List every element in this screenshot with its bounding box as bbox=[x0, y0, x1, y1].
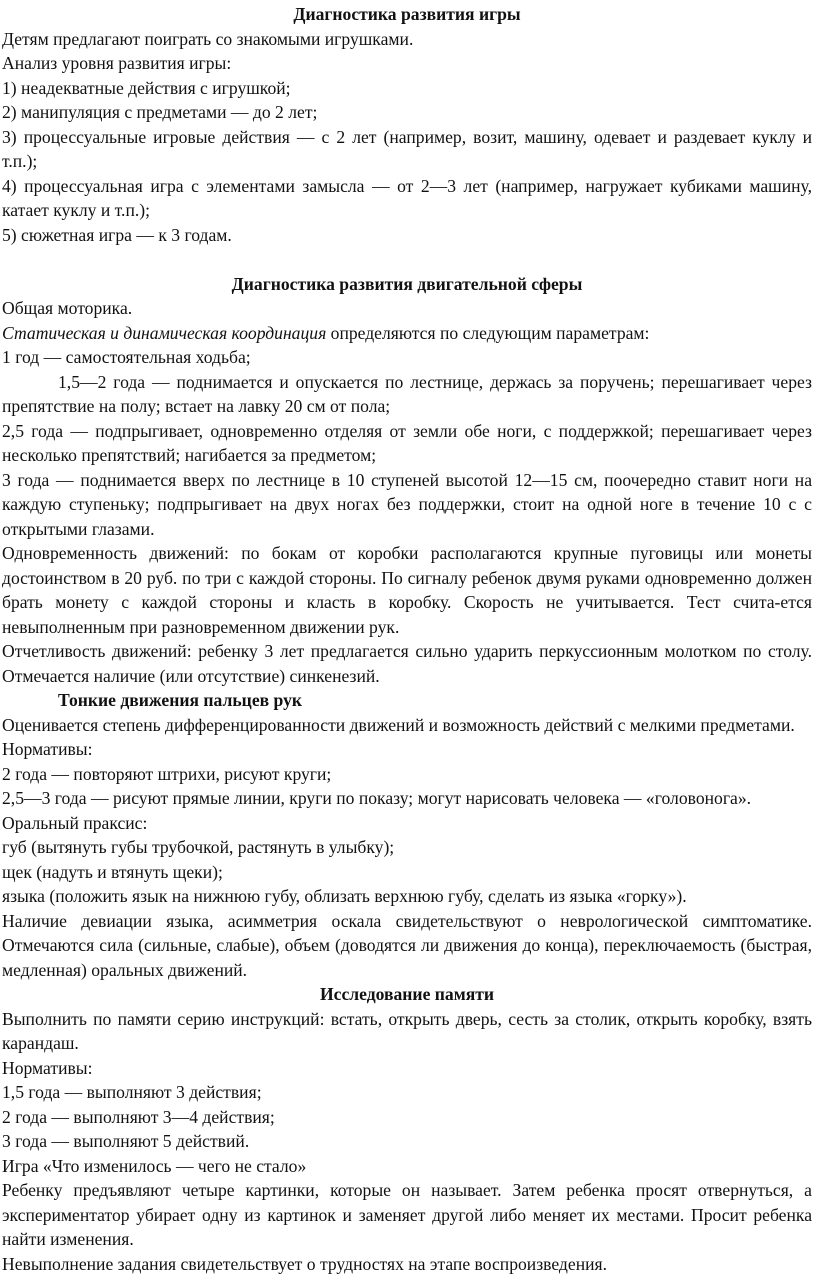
oral-praxis-tongue: языка (положить язык на нижнюю губу, облизать верхнюю губу, сделать из языка «горку»). bbox=[2, 884, 812, 909]
motor-age-1-5: 1,5—2 года — поднимается и опускается по лестнице, держась за поручень; перешагивает через препятствие на полу; встает на лавку 20 см от пола; bbox=[2, 370, 812, 419]
tongue-deviation-note: Наличие девиации языка, асимметрия оскала свидетельствуют о неврологической симптоматике. Отмечаются сила (сильные, слабые), объем (доводятся ли движения до конца), переключаемость (быстрая, медленная) оральных движений. bbox=[2, 909, 812, 983]
coordination-text: определяются по следующим параметрам: bbox=[326, 323, 649, 343]
blank-line bbox=[2, 247, 812, 272]
memory-norm-2: 2 года — выполняют 3—4 действия; bbox=[2, 1105, 812, 1130]
memory-norm-3: 3 года — выполняют 5 действий. bbox=[2, 1129, 812, 1154]
play-level-item: 1) неадекватные действия с игрушкой; bbox=[2, 76, 812, 101]
oral-praxis-lips: губ (вытянуть губы трубочкой, растянуть в улыбку); bbox=[2, 835, 812, 860]
section-title-memory: Исследование памяти bbox=[2, 982, 812, 1007]
fine-motor-norms-heading: Нормативы: bbox=[2, 737, 812, 762]
memory-game-description: Ребенку предъявляют четыре картинки, которые он называет. Затем ребенка просят отвернуться, а экспериментатор убирает одну из картинок и заменяет другой либо меняет их местами. Просит ребенка найти изменения. bbox=[2, 1178, 812, 1252]
section-title-fine-motor: Тонкие движения пальцев рук bbox=[2, 688, 812, 713]
fine-motor-norm-2: 2 года — повторяют штрихи, рисуют круги; bbox=[2, 762, 812, 787]
memory-task: Выполнить по памяти серию инструкций: встать, открыть дверь, сесть за столик, открыть коробку, взять карандаш. bbox=[2, 1007, 812, 1056]
motor-age-2-5: 2,5 года — подпрыгивает, одновременно отделяя от земли обе ноги, с поддержкой; перешагивает через несколько препятствий; нагибается за предметом; bbox=[2, 419, 812, 468]
play-level-item: 2) манипуляция с предметами — до 2 лет; bbox=[2, 100, 812, 125]
oral-praxis-heading: Оральный праксис: bbox=[2, 811, 812, 836]
distinctness-test: Отчетливость движений: ребенку 3 лет предлагается сильно ударить перкуссионным молотком по столу. Отмечается наличие (или отсутствие) синкенезий. bbox=[2, 639, 812, 688]
play-level-item: 3) процессуальные игровые действия — с 2 лет (например, возит, машину, одевает и раздевает куклу и т.п.); bbox=[2, 125, 812, 174]
motor-age-3: 3 года — поднимается вверх по лестнице в 10 ступеней высотой 12—15 см, поочередно ставит ноги на каждую ступеньку; подпрыгивает на двух ногах без поддержки, стоит на одной ноге в течение 10 с с открытыми глазами. bbox=[2, 468, 812, 542]
memory-norms-heading: Нормативы: bbox=[2, 1056, 812, 1081]
coordination-line bbox=[2, 321, 812, 346]
play-intro: Детям предлагают поиграть со знакомыми игрушками. bbox=[2, 27, 812, 52]
motor-age-1: 1 год — самостоятельная ходьба; bbox=[2, 345, 812, 370]
simultaneity-test: Одновременность движений: по бокам от коробки располагаются крупные пуговицы или монеты достоинством в 20 руб. по три с каждой стороны. По сигналу ребенок двумя руками одновременно должен брать монету с каждой стороны и класть в коробку. Скорость не учитывается. Тест счита-ется невыполненным при разновременном движении рук. bbox=[2, 541, 812, 639]
general-motor-label: Общая моторика. bbox=[2, 296, 812, 321]
memory-failure-note: Невыполнение задания свидетельствует о трудностях на этапе воспроизведения. bbox=[2, 1252, 812, 1276]
play-level-item: 4) процессуальная игра с элементами замысла — от 2—3 лет (например, нагружает кубиками машину, катает куклу и т.п.); bbox=[2, 174, 812, 223]
section-title-play: Диагностика развития игры bbox=[2, 2, 812, 27]
play-level-item: 5) сюжетная игра — к 3 годам. bbox=[2, 223, 812, 248]
oral-praxis-cheeks: щек (надуть и втянуть щеки); bbox=[2, 860, 812, 885]
fine-motor-assessment: Оценивается степень дифференцированности движений и возможность действий с мелкими предметами. bbox=[2, 713, 812, 738]
memory-game-title: Игра «Что изменилось — чего не стало» bbox=[2, 1154, 812, 1179]
play-analysis-heading: Анализ уровня развития игры: bbox=[2, 51, 812, 76]
memory-norm-1-5: 1,5 года — выполняют 3 действия; bbox=[2, 1080, 812, 1105]
section-title-motor: Диагностика развития двигательной сферы bbox=[2, 272, 812, 297]
fine-motor-norm-2-5: 2,5—3 года — рисуют прямые линии, круги по показу; могут нарисовать человека — «головонога». bbox=[2, 786, 812, 811]
coordination-term: Статическая и динамическая координация bbox=[2, 323, 326, 343]
